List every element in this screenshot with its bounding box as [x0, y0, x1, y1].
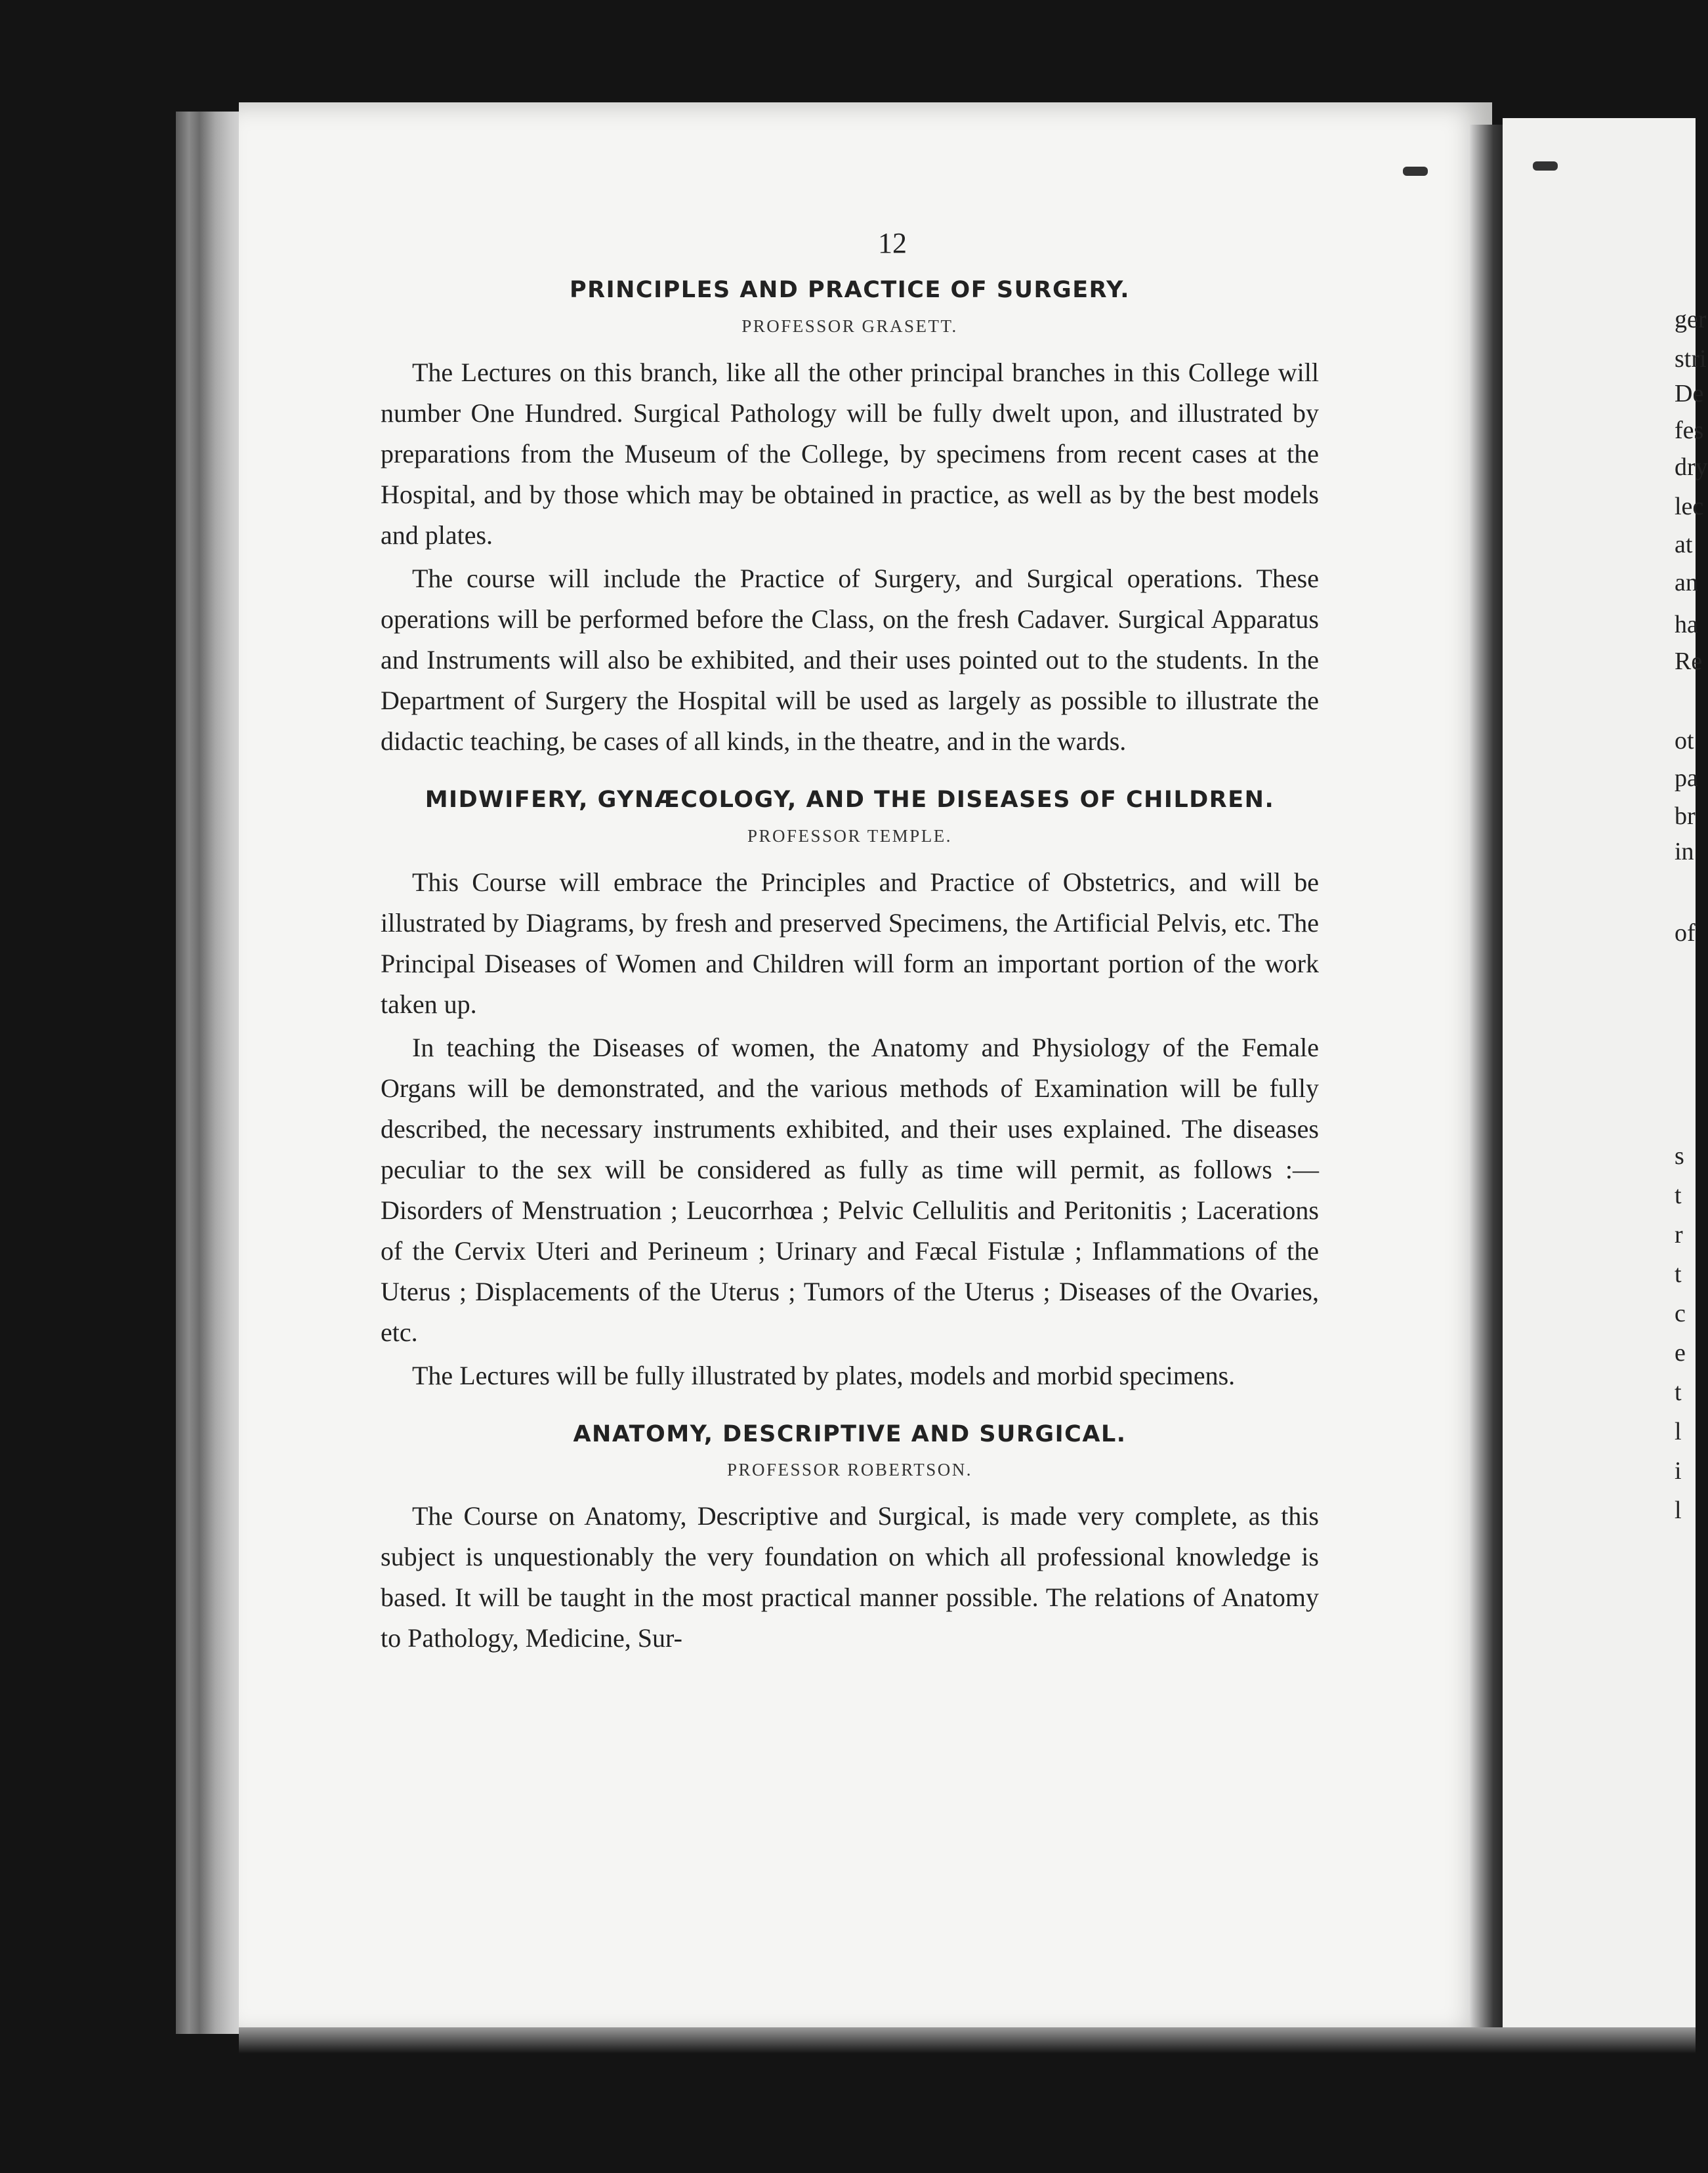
section-heading: ANATOMY, DESCRIPTIVE AND SURGICAL.: [573, 1420, 1127, 1447]
fragment: t: [1675, 1378, 1682, 1406]
fragment: stri: [1675, 345, 1707, 373]
fragment: De: [1675, 380, 1704, 407]
section-anatomy: [381, 1422, 1319, 1659]
fragment: ha: [1675, 611, 1698, 638]
page-bottom-shadow: [239, 2027, 1696, 2054]
fragment: in: [1675, 838, 1694, 865]
fragment: fes: [1675, 417, 1704, 444]
professor-name: PROFESSOR TEMPLE.: [747, 825, 953, 846]
section-midwifery: [381, 788, 1319, 1396]
fragment: t: [1675, 1260, 1682, 1288]
fragment: l: [1675, 1418, 1682, 1445]
fragment: pa: [1675, 764, 1698, 792]
ink-mark-icon: [1533, 161, 1558, 171]
page-number: 12: [878, 227, 907, 259]
paragraph: The Lectures will be fully illustrated by plates, models and morbid specimens.: [412, 1360, 1236, 1390]
paragraph: The Lectures on this branch, like all the other principal branches in this College will number One Hundred. Surgical Pathology will be fully dwelt upon, and illustrated by preparations from the Museum of the College, by specimens from recent cases at the Hospital, and by those which may be obtained in practice, as well as by the best models and plates.: [381, 357, 1319, 550]
fragment: an: [1675, 569, 1698, 596]
fragment: ger: [1675, 306, 1707, 333]
section-surgery: [381, 278, 1319, 762]
fragment: dry: [1675, 453, 1708, 481]
paragraph: The Course on Anatomy, Descriptive and Surgical, is made very complete, as this subject is unquestionably the very foundation on which all professional knowledge is based. It will be taught in the most practical manner possible. The relations of Anatomy to Pathology, Medicine, Sur-: [381, 1501, 1319, 1653]
page-text: [381, 226, 1319, 1661]
fragment: lec: [1675, 493, 1704, 520]
ink-mark-icon: [1403, 167, 1428, 176]
fragment: s: [1675, 1142, 1684, 1170]
fragment: e: [1675, 1339, 1686, 1367]
fragment: c: [1675, 1300, 1686, 1327]
paragraph: In teaching the Diseases of women, the Anatomy and Physiology of the Female Organs will be demonstrated, and the various methods of Examination will be fully described, the necessary instruments exhibited, and their uses explained. The diseases peculiar to the sex will be considered as fully as time will permit, as follows :—Disorders of Menstruation ; Leucorrhœa ; Pelvic Cellulitis and Peritonitis ; Lacerations of the Cervix Uteri and Perineum ; Urinary and Fæcal Fistulæ ; Inflammations of the Uterus ; Displacements of the Uterus ; Tumors of the Uterus ; Diseases of the Ovaries, etc.: [381, 1032, 1319, 1347]
fragment: r: [1675, 1221, 1683, 1249]
section-heading: PRINCIPLES AND PRACTICE OF SURGERY.: [570, 277, 1130, 303]
fragment: i: [1675, 1457, 1682, 1485]
fragment: br: [1675, 802, 1696, 830]
section-heading: MIDWIFERY, GYNÆCOLOGY, AND THE DISEASES OF CHILDREN.: [425, 786, 1275, 813]
fragment: ot: [1675, 727, 1694, 755]
fragment: of: [1675, 919, 1696, 947]
fragment: Re: [1675, 648, 1703, 675]
fragment: at: [1675, 531, 1693, 558]
professor-name: PROFESSOR ROBERTSON.: [727, 1460, 972, 1480]
right-page: [1503, 118, 1696, 2034]
paragraph: This Course will embrace the Principles and Practice of Obstetrics, and will be illustrated by Diagrams, by fresh and preserved Specimens, the Artificial Pelvis, etc. The Principal Diseases of Women and Children will form an important portion of the work taken up.: [381, 867, 1319, 1019]
professor-name: PROFESSOR GRASETT.: [741, 316, 958, 336]
fragment: l: [1675, 1497, 1682, 1524]
paragraph: The course will include the Practice of Surgery, and Surgical operations. These operations will be performed before the Class, on the fresh Cadaver. Surgical Apparatus and Instruments will also be exhibited, and their uses pointed out to the students. In the Department of Surgery the Hospital will be used as largely as possible to illustrate the didactic teaching, be cases of all kinds, in the theatre, and in the wards.: [381, 563, 1319, 756]
fragment: t: [1675, 1182, 1682, 1209]
